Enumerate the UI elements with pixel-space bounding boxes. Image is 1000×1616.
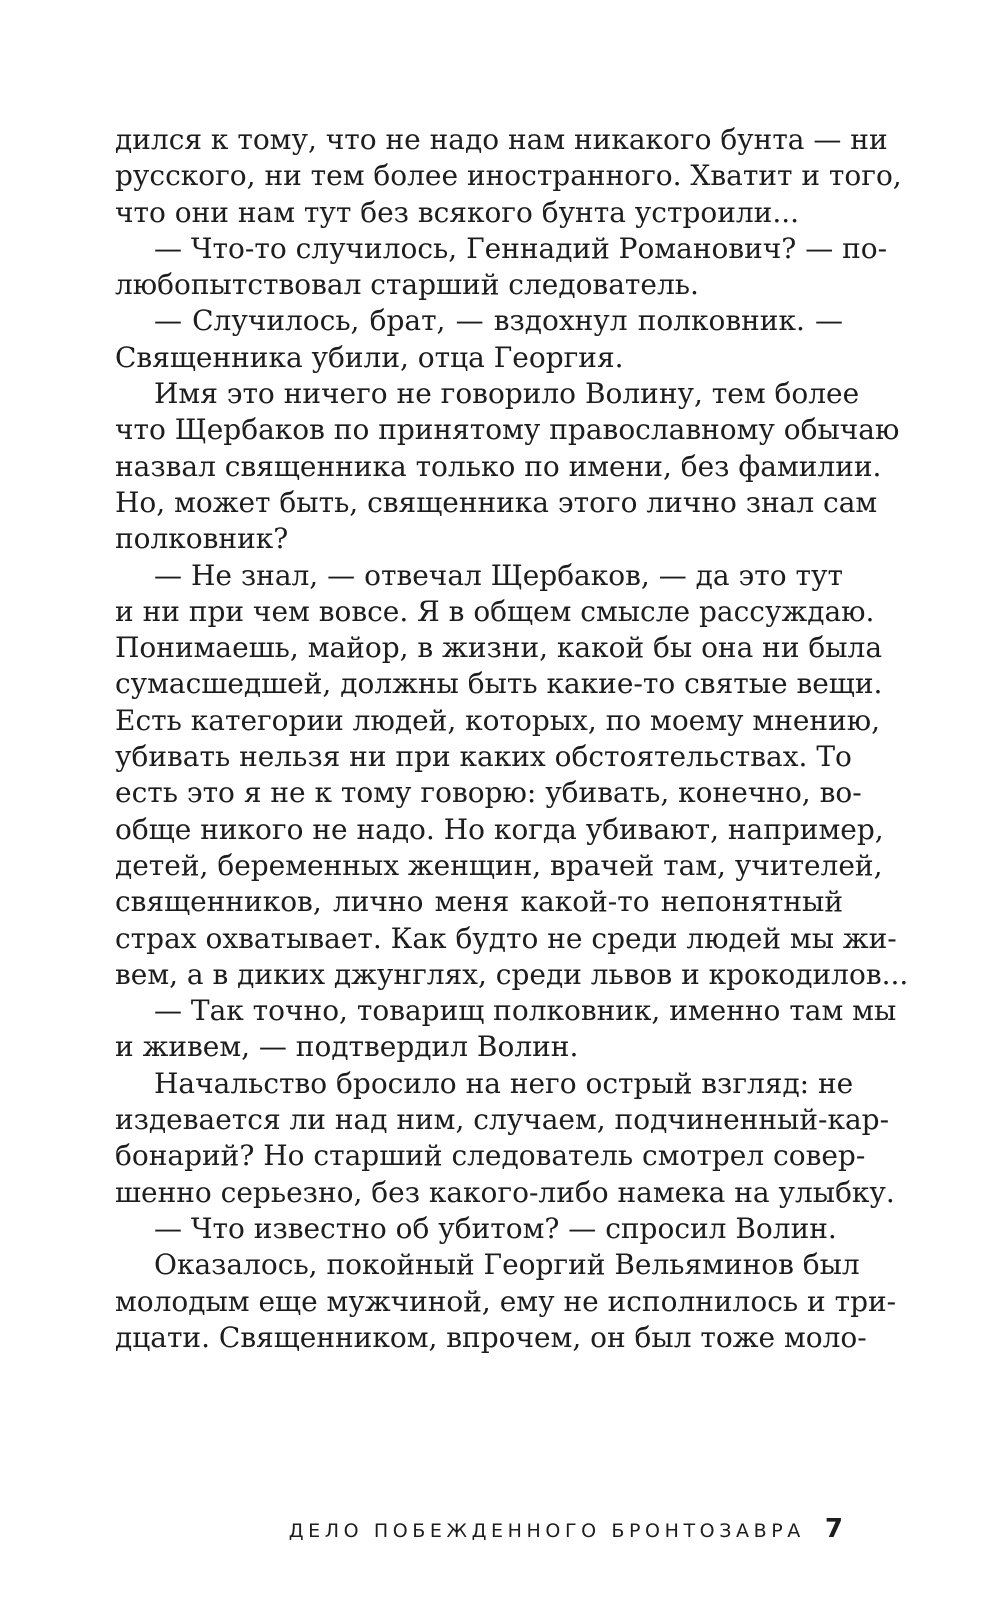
text-line: назвал священника только по имени, без фамилии. bbox=[115, 449, 882, 483]
paragraph bbox=[115, 558, 909, 994]
text-line: — Не знал, — отвечал Щербаков, — да это тут bbox=[154, 558, 843, 592]
text-line: Есть категории людей, которых, по моему мнению, bbox=[115, 703, 881, 737]
text-line: — Случилось, брат, — вздохнул полковник. — bbox=[154, 304, 843, 338]
text-line: и живем, — подтвердил Волин. bbox=[115, 1030, 579, 1064]
text-line: страх охватывает. Как будто не среди людей мы жи- bbox=[115, 921, 897, 955]
text-line: — Что известно об убитом? — спросил Волин. bbox=[154, 1211, 837, 1245]
text-line: бонарий? Но старший следователь смотрел совер- bbox=[115, 1139, 866, 1173]
text-line: Имя это ничего не говорило Волину, тем более bbox=[154, 377, 860, 411]
text-line: сумасшедшей, должны быть какие-то святые вещи. bbox=[115, 667, 883, 701]
text-line: дился к тому, что не надо нам никакого бунта — ни bbox=[115, 123, 888, 156]
paragraph bbox=[115, 1247, 897, 1356]
text-line: что Щербаков по принятому православному обычаю bbox=[115, 413, 900, 447]
text-line: русского, ни тем более иностранного. Хватит и того, bbox=[115, 159, 902, 193]
paragraph bbox=[115, 303, 843, 376]
paragraph bbox=[115, 376, 900, 557]
text-line: и ни при чем вовсе. Я в общем смысле рассуждаю. bbox=[115, 594, 875, 628]
text-line: детей, беременных женщин, врачей там, учителей, bbox=[115, 848, 883, 882]
text-line: — Что-то случилось, Геннадий Романович? — по- bbox=[154, 231, 888, 265]
text-line: Начальство бросило на него острый взгляд: не bbox=[154, 1066, 854, 1100]
paragraph bbox=[115, 1066, 895, 1211]
text-line: обще никого не надо. Но когда убивают, например, bbox=[115, 812, 884, 846]
running-footer bbox=[115, 1514, 843, 1544]
text-line: убивать нельзя ни при каких обстоятельствах. То bbox=[115, 740, 852, 774]
text-line: что они нам тут без всякого бунта устроили... bbox=[115, 195, 800, 229]
text-line: есть это я не к тому говорю: убивать, конечно, во- bbox=[115, 776, 862, 810]
text-line: священников, лично меня какой-то непонятный bbox=[115, 885, 843, 919]
page-number: 7 bbox=[824, 1514, 843, 1544]
text-line: издевается ли над ним, случаем, подчиненный-кар- bbox=[115, 1103, 890, 1137]
text-line: Священника убили, отца Георгия. bbox=[115, 340, 624, 374]
text-line: дцати. Священником, впрочем, он был тоже моло- bbox=[115, 1320, 867, 1354]
text-line: — Так точно, товарищ полковник, именно там мы bbox=[154, 994, 897, 1028]
text-line: Но, может быть, священника этого лично знал сам bbox=[115, 485, 878, 519]
paragraph bbox=[115, 231, 888, 304]
paragraph bbox=[115, 122, 902, 231]
text-line: вем, а в диких джунглях, среди львов и крокодилов... bbox=[115, 957, 909, 991]
paragraph bbox=[115, 993, 897, 1066]
text-line: Оказалось, покойный Георгий Вельяминов был bbox=[154, 1248, 860, 1282]
book-title: ДЕЛО ПОБЕЖДЕННОГО БРОНТОЗАВРА bbox=[288, 1520, 805, 1542]
text-line: молодым еще мужчиной, ему не исполнилось и три- bbox=[115, 1284, 897, 1318]
text-line: любопытствовал старший следователь. bbox=[115, 268, 699, 302]
text-line: полковник? bbox=[115, 522, 289, 556]
paragraph bbox=[115, 1211, 843, 1247]
text-line: шенно серьезно, без какого-либо намека на улыбку. bbox=[115, 1175, 895, 1209]
body-text bbox=[115, 122, 909, 1356]
text-line: Понимаешь, майор, в жизни, какой бы она ни была bbox=[115, 631, 883, 665]
